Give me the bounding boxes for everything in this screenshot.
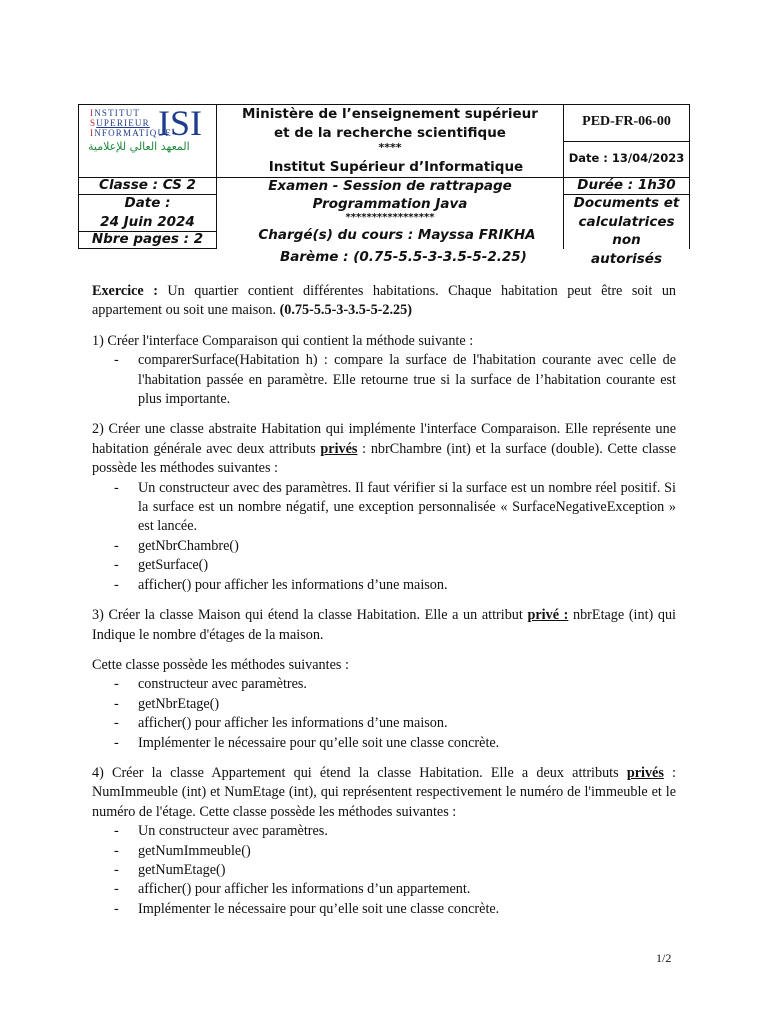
instructor: Chargé(s) du cours : Mayssa FRIKHA <box>258 227 536 243</box>
page-number: 1/2 <box>656 951 672 965</box>
exam-block <box>217 177 563 244</box>
list-item: - Un constructeur avec des paramètres. Il faut vérifier si la surface est un nombre réel positif. Si la surface est un nombre négatif, une exception personnalisée « SurfaceNegativeException » est lancée. <box>114 479 676 535</box>
exercise-intro: Exercice : Un quartier contient différentes habitations. Chaque habitation peut être soit un appartement ou soit une maison. (0.75-5.5-3-3.5-5-2.25) <box>92 283 677 319</box>
list-item: - Un constructeur avec paramètres. <box>114 823 328 840</box>
list-item: - Implémenter le nécessaire pour qu’elle soit une classe concrète. <box>114 900 500 917</box>
logo-arabic: المعهد العالي للإعلامية <box>88 140 190 153</box>
list-item: - afficher() pour afficher les informations d’une maison. <box>114 715 448 732</box>
exam-date <box>79 194 216 231</box>
ministry-line2: et de la recherche scientifique <box>274 124 506 141</box>
logo-isi: ISI <box>158 103 202 143</box>
date-value: 24 Juin 2024 <box>100 213 195 230</box>
question-3-methods: Cette classe possède les méthodes suivantes : <box>92 656 349 673</box>
list-item: - constructeur avec paramètres. <box>114 676 307 693</box>
list-item: - getNumEtage() <box>114 861 226 878</box>
bareme: Barème : (0.75-5.5-3-3.5-5-2.25) <box>280 249 527 265</box>
list-item: - afficher() pour afficher les informations d’un appartement. <box>114 881 471 898</box>
exam-session: Examen - Session de rattrapage <box>268 178 512 194</box>
question-2: 2) Créer une classe abstraite Habitation qui implémente l'interface Comparaison. Elle représente une habitation générale avec deux attributs privés : nbrChambre (int) et la surface (double). Cette classe possède les méthodes suivantes : <box>92 421 676 477</box>
institute-name: Institut Supérieur d’Informatique <box>268 159 524 175</box>
logo-text: INSTITUT SUPERIEUR INFORMATIQUE <box>90 108 172 138</box>
exam-body <box>92 282 676 919</box>
docs-notice: Documents et calculatrices non autorisés <box>573 195 680 267</box>
stars-long: ***************** <box>345 212 435 223</box>
isi-logo <box>86 103 210 154</box>
ref-code: PED-FR-06-00 <box>582 114 671 129</box>
question-1: 1) Créer l'interface Comparaison qui contient la méthode suivante : <box>92 332 474 349</box>
question-4: 4) Créer la classe Appartement qui étend la classe Habitation. Elle a deux attributs privés : NumImmeuble (int) et NumEtage (int), qui représentent respectivement le numéro de l'immeuble et le numéro de l'étage. Cette classe possède les méthodes suivantes : <box>92 764 676 820</box>
classe: Classe : CS 2 <box>99 177 196 193</box>
ministry-line1: Ministère de l’enseignement supérieur <box>242 106 538 122</box>
ref-date: Date : 13/04/2023 <box>568 151 685 165</box>
list-item: - getNbrChambre() <box>114 537 239 554</box>
ministry-block <box>217 105 563 177</box>
list-item: - getNbrEtage() <box>114 695 220 712</box>
question-3: 3) Créer la classe Maison qui étend la classe Habitation. Elle a un attribut privé : nbrEtage (int) qui Indique le nombre d'étages de la maison. <box>92 607 677 643</box>
list-item: - comparerSurface(Habitation h) : compare la surface de l'habitation courante avec celle de l'habitation passée en paramètre. Elle retourne true si la surface de l’habitation courante est plus importante. <box>114 352 676 408</box>
duration: Durée : 1h30 <box>577 177 676 193</box>
list-item: - getNumImmeuble() <box>114 842 251 859</box>
stars-short: **** <box>378 141 402 154</box>
list-item: - getSurface() <box>114 557 209 574</box>
date-label: Date : <box>124 195 171 211</box>
list-item: - Implémenter le nécessaire pour qu’elle soit une classe concrète. <box>114 734 500 751</box>
exam-course: Programmation Java <box>312 196 468 212</box>
page-count: Nbre pages : 2 <box>91 231 204 247</box>
list-item: - afficher() pour afficher les informations d’une maison. <box>114 576 448 593</box>
